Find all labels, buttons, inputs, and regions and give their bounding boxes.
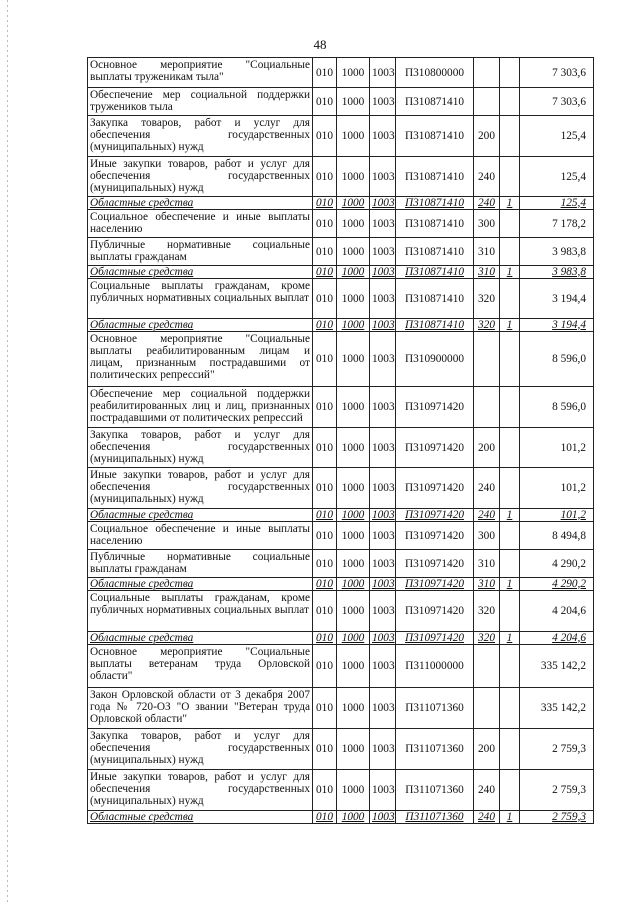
target-article-cell: П310871410 — [396, 197, 474, 210]
expense-type-cell: 320 — [474, 319, 500, 332]
section-code-cell: 1000 — [337, 116, 370, 157]
expense-type-cell: 300 — [474, 522, 500, 550]
source-code-cell: 1 — [500, 632, 520, 645]
item-name-cell: Социальные выплаты гражданам, кроме публичных нормативных социальных выплат — [88, 591, 313, 632]
table-row-source — [88, 266, 594, 279]
expense-type-cell: 310 — [474, 578, 500, 591]
section-code-cell: 1000 — [337, 332, 370, 387]
amount-cell: 8 596,0 — [520, 387, 594, 428]
source-code-cell — [500, 387, 520, 428]
expense-type-cell — [474, 332, 500, 387]
amount-cell: 7 178,2 — [520, 210, 594, 238]
table-row — [88, 238, 594, 266]
admin-code-cell: 010 — [313, 116, 337, 157]
item-name-cell: Публичные нормативные социальные выплаты гражданам — [88, 238, 313, 266]
section-code-cell: 1000 — [337, 522, 370, 550]
source-code-cell — [500, 210, 520, 238]
item-name-cell: Закупка товаров, работ и услуг для обеспечения государственных (муниципальных) нужд — [88, 116, 313, 157]
table-row-source — [88, 319, 594, 332]
item-name-cell: Иные закупки товаров, работ и услуг для обеспечения государственных (муниципальных) нужд — [88, 157, 313, 197]
source-code-cell — [500, 332, 520, 387]
subsection-code-cell: 1003 — [370, 266, 396, 279]
amount-cell: 125,4 — [520, 116, 594, 157]
subsection-code-cell: 1003 — [370, 688, 396, 729]
admin-code-cell: 010 — [313, 645, 337, 688]
expense-type-cell: 320 — [474, 632, 500, 645]
target-article-cell: П310971420 — [396, 591, 474, 632]
subsection-code-cell: 1003 — [370, 332, 396, 387]
table-row — [88, 428, 594, 468]
subsection-code-cell: 1003 — [370, 591, 396, 632]
item-name-cell: Областные средства — [88, 319, 313, 332]
admin-code-cell: 010 — [313, 550, 337, 578]
amount-cell: 125,4 — [520, 157, 594, 197]
expense-type-cell: 320 — [474, 279, 500, 319]
amount-cell: 101,2 — [520, 468, 594, 509]
subsection-code-cell: 1003 — [370, 770, 396, 811]
expense-type-cell — [474, 645, 500, 688]
subsection-code-cell: 1003 — [370, 729, 396, 770]
item-name-cell: Основное мероприятие "Социальные выплаты ветеранам труда Орловской области" — [88, 645, 313, 688]
admin-code-cell: 010 — [313, 266, 337, 279]
table-row — [88, 279, 594, 319]
table-row — [88, 387, 594, 428]
item-name-cell: Закупка товаров, работ и услуг для обеспечения государственных (муниципальных) нужд — [88, 428, 313, 468]
amount-cell: 7 303,6 — [520, 88, 594, 116]
expense-type-cell: 310 — [474, 238, 500, 266]
target-article-cell: П310971420 — [396, 468, 474, 509]
amount-cell: 4 204,6 — [520, 632, 594, 645]
table-row — [88, 157, 594, 197]
admin-code-cell: 010 — [313, 468, 337, 509]
admin-code-cell: 010 — [313, 210, 337, 238]
table-row — [88, 550, 594, 578]
target-article-cell: П311071360 — [396, 770, 474, 811]
section-code-cell: 1000 — [337, 197, 370, 210]
amount-cell: 2 759,3 — [520, 811, 594, 824]
target-article-cell: П310871410 — [396, 157, 474, 197]
expense-type-cell: 200 — [474, 729, 500, 770]
source-code-cell — [500, 58, 520, 88]
subsection-code-cell: 1003 — [370, 632, 396, 645]
table-row-source — [88, 578, 594, 591]
section-code-cell: 1000 — [337, 811, 370, 824]
item-name-cell: Областные средства — [88, 632, 313, 645]
item-name-cell: Публичные нормативные социальные выплаты гражданам — [88, 550, 313, 578]
amount-cell: 3 983,8 — [520, 266, 594, 279]
source-code-cell — [500, 116, 520, 157]
budget-table — [87, 57, 594, 824]
item-name-cell: Обеспечение мер социальной поддержки реабилитированных лиц и лиц, признанных пострадавшими от политических репрессий — [88, 387, 313, 428]
target-article-cell: П310871410 — [396, 266, 474, 279]
table-row — [88, 729, 594, 770]
item-name-cell: Основное мероприятие "Социальные выплаты реабилитированным лицам и лицам, признанным пострадавшими от политических репрессий" — [88, 332, 313, 387]
amount-cell: 3 983,8 — [520, 238, 594, 266]
source-code-cell: 1 — [500, 197, 520, 210]
expense-type-cell: 240 — [474, 811, 500, 824]
table-row — [88, 591, 594, 632]
source-code-cell — [500, 238, 520, 266]
amount-cell: 3 194,4 — [520, 279, 594, 319]
item-name-cell: Обеспечение мер социальной поддержки тружеников тыла — [88, 88, 313, 116]
section-code-cell: 1000 — [337, 578, 370, 591]
target-article-cell: П310871410 — [396, 116, 474, 157]
section-code-cell: 1000 — [337, 387, 370, 428]
admin-code-cell: 010 — [313, 729, 337, 770]
amount-cell: 2 759,3 — [520, 770, 594, 811]
table-row-source — [88, 632, 594, 645]
expense-type-cell — [474, 88, 500, 116]
admin-code-cell: 010 — [313, 88, 337, 116]
expense-type-cell: 320 — [474, 591, 500, 632]
source-code-cell: 1 — [500, 811, 520, 824]
target-article-cell: П310971420 — [396, 428, 474, 468]
table-row-source — [88, 509, 594, 522]
scan-margin-line — [7, 0, 8, 905]
item-name-cell: Областные средства — [88, 266, 313, 279]
section-code-cell: 1000 — [337, 210, 370, 238]
admin-code-cell: 010 — [313, 238, 337, 266]
section-code-cell: 1000 — [337, 319, 370, 332]
amount-cell: 335 142,2 — [520, 688, 594, 729]
table-row — [88, 522, 594, 550]
admin-code-cell: 010 — [313, 811, 337, 824]
section-code-cell: 1000 — [337, 266, 370, 279]
source-code-cell — [500, 522, 520, 550]
source-code-cell — [500, 770, 520, 811]
admin-code-cell: 010 — [313, 770, 337, 811]
section-code-cell: 1000 — [337, 428, 370, 468]
target-article-cell: П310971420 — [396, 522, 474, 550]
amount-cell: 3 194,4 — [520, 319, 594, 332]
admin-code-cell: 010 — [313, 688, 337, 729]
expense-type-cell: 200 — [474, 116, 500, 157]
item-name-cell: Областные средства — [88, 578, 313, 591]
subsection-code-cell: 1003 — [370, 468, 396, 509]
expense-type-cell: 240 — [474, 770, 500, 811]
subsection-code-cell: 1003 — [370, 319, 396, 332]
section-code-cell: 1000 — [337, 688, 370, 729]
item-name-cell: Областные средства — [88, 197, 313, 210]
amount-cell: 125,4 — [520, 197, 594, 210]
section-code-cell: 1000 — [337, 88, 370, 116]
page-number: 48 — [313, 37, 327, 52]
source-code-cell: 1 — [500, 578, 520, 591]
section-code-cell: 1000 — [337, 157, 370, 197]
subsection-code-cell: 1003 — [370, 116, 396, 157]
table-row-source — [88, 811, 594, 824]
amount-cell: 101,2 — [520, 509, 594, 522]
expense-type-cell: 240 — [474, 509, 500, 522]
section-code-cell: 1000 — [337, 509, 370, 522]
admin-code-cell: 010 — [313, 332, 337, 387]
section-code-cell: 1000 — [337, 729, 370, 770]
source-code-cell: 1 — [500, 266, 520, 279]
table-row — [88, 116, 594, 157]
item-name-cell: Социальные выплаты гражданам, кроме публичных нормативных социальных выплат — [88, 279, 313, 319]
source-code-cell — [500, 729, 520, 770]
source-code-cell — [500, 645, 520, 688]
table-row — [88, 210, 594, 238]
target-article-cell: П310871410 — [396, 319, 474, 332]
target-article-cell: П310971420 — [396, 387, 474, 428]
item-name-cell: Закон Орловской области от 3 декабря 2007 года № 720-ОЗ "О звании "Ветеран труда Орловской области" — [88, 688, 313, 729]
source-code-cell — [500, 688, 520, 729]
section-code-cell: 1000 — [337, 279, 370, 319]
expense-type-cell — [474, 688, 500, 729]
subsection-code-cell: 1003 — [370, 522, 396, 550]
subsection-code-cell: 1003 — [370, 58, 396, 88]
subsection-code-cell: 1003 — [370, 387, 396, 428]
item-name-cell: Социальное обеспечение и иные выплаты населению — [88, 210, 313, 238]
source-code-cell — [500, 157, 520, 197]
source-code-cell — [500, 468, 520, 509]
table-row — [88, 332, 594, 387]
table-row — [88, 58, 594, 88]
source-code-cell: 1 — [500, 319, 520, 332]
expense-type-cell — [474, 387, 500, 428]
admin-code-cell: 010 — [313, 578, 337, 591]
target-article-cell: П311071360 — [396, 811, 474, 824]
item-name-cell: Закупка товаров, работ и услуг для обеспечения государственных (муниципальных) нужд — [88, 729, 313, 770]
target-article-cell: П310871410 — [396, 238, 474, 266]
admin-code-cell: 010 — [313, 319, 337, 332]
expense-type-cell: 300 — [474, 210, 500, 238]
admin-code-cell: 010 — [313, 387, 337, 428]
target-article-cell: П310971420 — [396, 578, 474, 591]
table-row — [88, 468, 594, 509]
admin-code-cell: 010 — [313, 197, 337, 210]
amount-cell: 8 596,0 — [520, 332, 594, 387]
amount-cell: 7 303,6 — [520, 58, 594, 88]
table-row — [88, 88, 594, 116]
section-code-cell: 1000 — [337, 770, 370, 811]
section-code-cell: 1000 — [337, 238, 370, 266]
target-article-cell: П310971420 — [396, 632, 474, 645]
section-code-cell: 1000 — [337, 632, 370, 645]
expense-type-cell — [474, 58, 500, 88]
admin-code-cell: 010 — [313, 428, 337, 468]
item-name-cell: Иные закупки товаров, работ и услуг для обеспечения государственных (муниципальных) нужд — [88, 770, 313, 811]
subsection-code-cell: 1003 — [370, 279, 396, 319]
source-code-cell — [500, 550, 520, 578]
source-code-cell — [500, 428, 520, 468]
subsection-code-cell: 1003 — [370, 428, 396, 468]
item-name-cell: Социальное обеспечение и иные выплаты населению — [88, 522, 313, 550]
target-article-cell: П310871410 — [396, 210, 474, 238]
table-row — [88, 688, 594, 729]
subsection-code-cell: 1003 — [370, 157, 396, 197]
admin-code-cell: 010 — [313, 632, 337, 645]
target-article-cell: П310800000 — [396, 58, 474, 88]
expense-type-cell: 310 — [474, 266, 500, 279]
table-row — [88, 645, 594, 688]
section-code-cell: 1000 — [337, 468, 370, 509]
expense-type-cell: 200 — [474, 428, 500, 468]
subsection-code-cell: 1003 — [370, 509, 396, 522]
amount-cell: 335 142,2 — [520, 645, 594, 688]
target-article-cell: П310971420 — [396, 509, 474, 522]
target-article-cell: П310871410 — [396, 279, 474, 319]
expense-type-cell: 240 — [474, 468, 500, 509]
admin-code-cell: 010 — [313, 522, 337, 550]
source-code-cell — [500, 88, 520, 116]
target-article-cell: П310871410 — [396, 88, 474, 116]
subsection-code-cell: 1003 — [370, 210, 396, 238]
subsection-code-cell: 1003 — [370, 88, 396, 116]
admin-code-cell: 010 — [313, 58, 337, 88]
target-article-cell: П311071360 — [396, 729, 474, 770]
expense-type-cell: 240 — [474, 157, 500, 197]
item-name-cell: Основное мероприятие "Социальные выплаты труженикам тыла" — [88, 58, 313, 88]
admin-code-cell: 010 — [313, 157, 337, 197]
table-row-source — [88, 197, 594, 210]
item-name-cell: Иные закупки товаров, работ и услуг для обеспечения государственных (муниципальных) нужд — [88, 468, 313, 509]
admin-code-cell: 010 — [313, 509, 337, 522]
section-code-cell: 1000 — [337, 645, 370, 688]
expense-type-cell: 240 — [474, 197, 500, 210]
amount-cell: 4 290,2 — [520, 550, 594, 578]
subsection-code-cell: 1003 — [370, 578, 396, 591]
source-code-cell — [500, 279, 520, 319]
section-code-cell: 1000 — [337, 550, 370, 578]
amount-cell: 8 494,8 — [520, 522, 594, 550]
subsection-code-cell: 1003 — [370, 550, 396, 578]
expense-type-cell: 310 — [474, 550, 500, 578]
amount-cell: 101,2 — [520, 428, 594, 468]
table-row — [88, 770, 594, 811]
subsection-code-cell: 1003 — [370, 197, 396, 210]
source-code-cell: 1 — [500, 509, 520, 522]
source-code-cell — [500, 591, 520, 632]
target-article-cell: П310971420 — [396, 550, 474, 578]
amount-cell: 4 204,6 — [520, 591, 594, 632]
subsection-code-cell: 1003 — [370, 238, 396, 266]
section-code-cell: 1000 — [337, 591, 370, 632]
amount-cell: 2 759,3 — [520, 729, 594, 770]
admin-code-cell: 010 — [313, 279, 337, 319]
target-article-cell: П311071360 — [396, 688, 474, 729]
admin-code-cell: 010 — [313, 591, 337, 632]
target-article-cell: П311000000 — [396, 645, 474, 688]
subsection-code-cell: 1003 — [370, 811, 396, 824]
item-name-cell: Областные средства — [88, 509, 313, 522]
amount-cell: 4 290,2 — [520, 578, 594, 591]
target-article-cell: П310900000 — [396, 332, 474, 387]
item-name-cell: Областные средства — [88, 811, 313, 824]
section-code-cell: 1000 — [337, 58, 370, 88]
subsection-code-cell: 1003 — [370, 645, 396, 688]
